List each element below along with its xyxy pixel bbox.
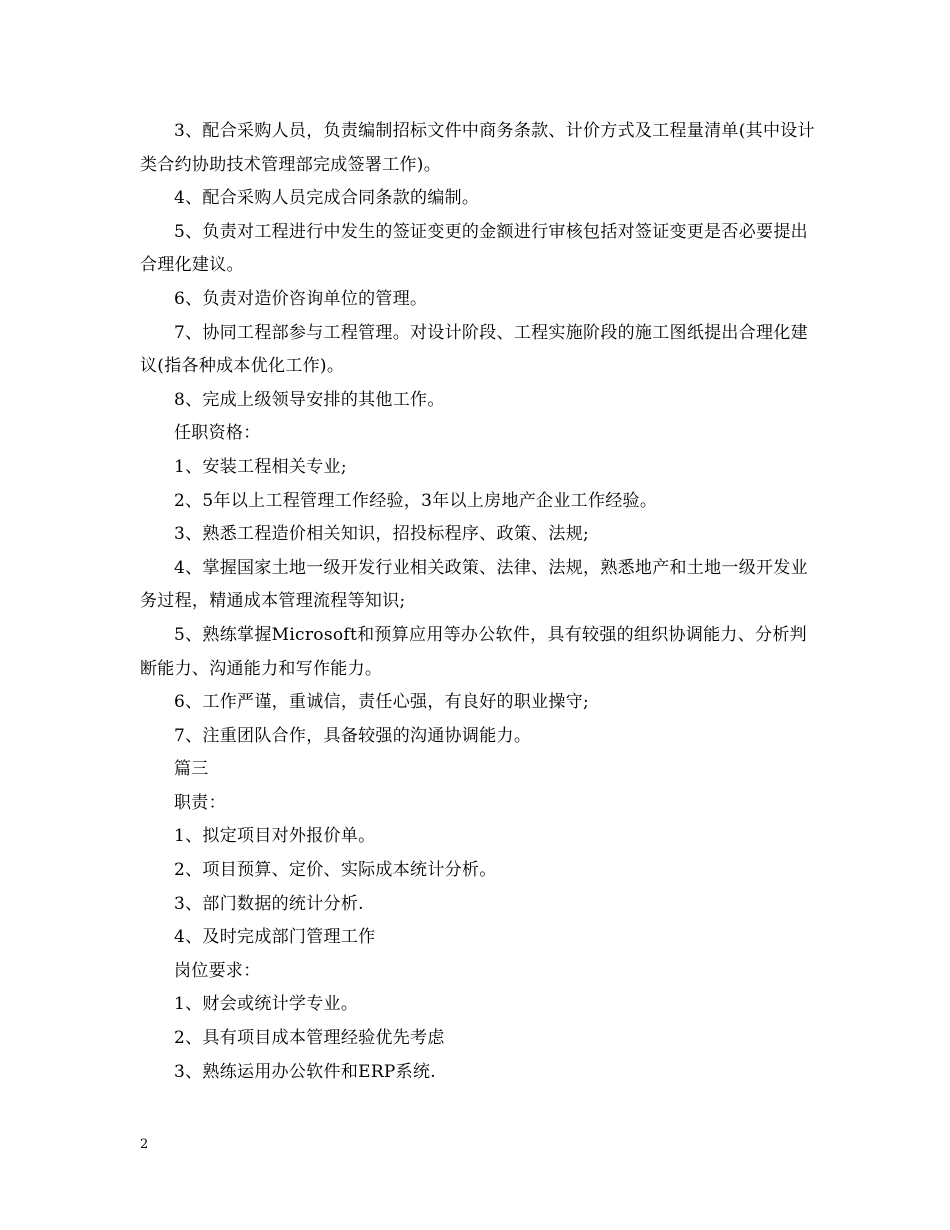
paragraph-duty-5: 5、负责对工程进行中发生的签证变更的金额进行审核包括对签证变更是否必要提出合理化建议。 xyxy=(140,221,808,276)
paragraph-duty-4: 4、配合采购人员完成合同条款的编制。 xyxy=(174,188,480,209)
section-heading-part-three: 篇三 xyxy=(174,759,209,780)
paragraph-qualification-2: 2、5年以上工程管理工作经验，3年以上房地产企业工作经验。 xyxy=(174,490,658,511)
page-number: 2 xyxy=(140,1137,149,1152)
section-heading-duties: 职责： xyxy=(174,792,226,813)
paragraph-duty-8: 8、完成上级领导安排的其他工作。 xyxy=(174,389,445,410)
paragraph-requirement-3: 3、熟练运用办公软件和ERP系统. xyxy=(174,1061,436,1082)
paragraph-part3-duty-1: 1、拟定项目对外报价单。 xyxy=(174,826,376,847)
paragraph-part3-duty-4: 4、及时完成部门管理工作 xyxy=(174,927,376,948)
paragraph-qualification-3: 3、熟悉工程造价相关知识，招投标程序、政策、法规; xyxy=(174,524,590,545)
document-body xyxy=(140,115,820,1089)
paragraph-qualification-4: 4、掌握国家土地一级开发行业相关政策、法律、法规，熟悉地产和土地一级开发业务过程，精通成本管理流程等知识; xyxy=(140,557,808,612)
paragraph-requirement-1: 1、财会或统计学专业。 xyxy=(174,994,359,1015)
section-heading-requirements: 岗位要求： xyxy=(174,960,261,981)
paragraph-duty-6: 6、负责对造价咨询单位的管理。 xyxy=(174,288,428,309)
paragraph-qualification-5: 5、熟练掌握Microsoft和预算应用等办公软件，具有较强的组织协调能力、分析判断能力、沟通能力和写作能力。 xyxy=(140,624,807,679)
paragraph-qualification-1: 1、安装工程相关专业; xyxy=(174,456,347,477)
paragraph-qualification-6: 6、工作严谨，重诚信，责任心强，有良好的职业操守; xyxy=(174,692,590,713)
paragraph-requirement-2: 2、具有项目成本管理经验优先考虑 xyxy=(174,1028,445,1049)
paragraph-duty-3: 3、配合采购人员，负责编制招标文件中商务条款、计价方式及工程量清单(其中设计类合约协助技术管理部完成签署工作)。 xyxy=(140,121,815,175)
paragraph-part3-duty-2: 2、项目预算、定价、实际成本统计分析。 xyxy=(174,860,497,881)
paragraph-duty-7: 7、协同工程部参与工程管理。对设计阶段、工程实施阶段的施工图纸提出合理化建议(指各种成本优化工作)。 xyxy=(140,322,808,377)
paragraph-qualification-7: 7、注重团队合作，具备较强的沟通协调能力。 xyxy=(174,725,532,746)
paragraph-part3-duty-3: 3、部门数据的统计分析. xyxy=(174,893,364,914)
section-heading-qualifications: 任职资格： xyxy=(174,423,261,444)
